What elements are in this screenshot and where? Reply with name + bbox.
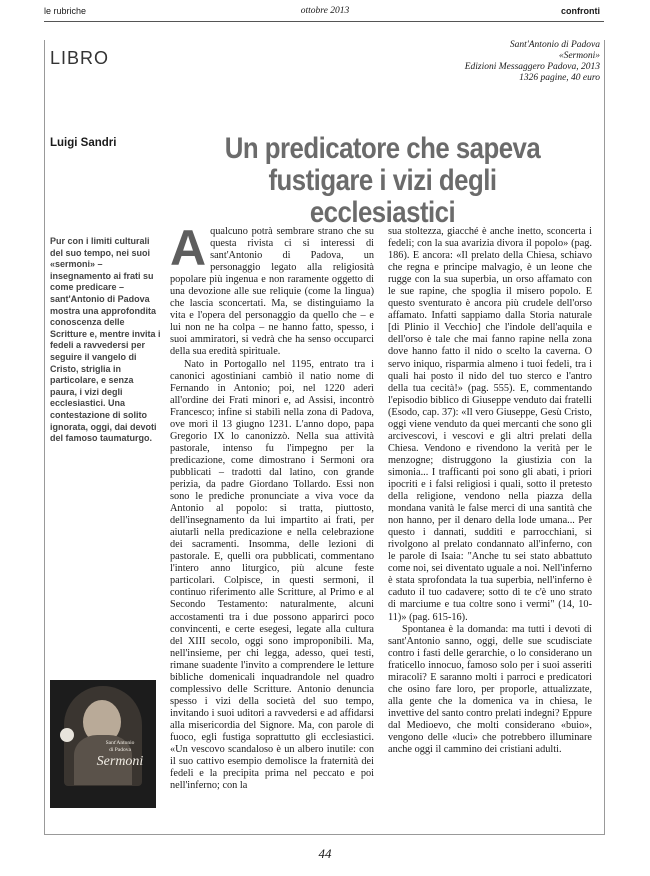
lily-flower-icon (60, 728, 74, 742)
paragraph-1-text: qualcuno potrà sembrare strano che su questa rivista ci si interessi di sant'Antonio di Padova, un personaggio legato alla religiosità popolare più ingenua e non raramente oggetto di una devozione alle sue reliquie (come la lingua) che lascia sconcertati. Ma, se distinguiamo la vita e l'opera del personaggio da quello che – e lui non ne ha colpa – ne hanno fatto, spesso, i suoi ammiratori, si vedrà che ha senso occuparci della sua eredità spirituale. (170, 226, 374, 358)
cover-line2: di Padova (109, 747, 131, 753)
page-number: 44 (318, 846, 332, 861)
book-title: «Sermoni» (558, 51, 600, 61)
frame-bottom-border (44, 834, 605, 835)
book-details: 1326 pagine, 40 euro (519, 73, 600, 83)
book-info (400, 40, 600, 84)
section-title: LIBRO (50, 48, 110, 68)
header-section-label: le rubriche (44, 6, 87, 16)
header-magazine-section: confronti (561, 6, 600, 16)
byline: Luigi Sandri (50, 137, 117, 149)
drop-cap: A (170, 220, 207, 276)
article-column-2 (388, 226, 592, 756)
summary-sidebar: Pur con i limiti culturali del suo tempo, nei suoi «sermoni» – insegnamento ai frati su come predicare – sant'Antonio di Padova mostra una approfondita conoscenza delle Scritture e, mentre invita i fedeli a ravvedersi per seguire il vangelo di Cristo, striglia in particolare, e senza paura, i vizi degli ecclesiastici. Una contestazione di solito ignorata, oggi, dai devoti del famoso taumaturgo. (50, 236, 161, 444)
frame-right-border (604, 40, 605, 834)
header-date: ottobre 2013 (300, 6, 350, 16)
book-cover-image (50, 680, 156, 808)
header-rule (44, 21, 604, 22)
cover-text (88, 740, 152, 770)
frame-left-border (44, 40, 45, 834)
book-publisher: Edizioni Messaggero Padova, 2013 (464, 62, 600, 72)
paragraph-1 (170, 220, 374, 359)
cover-title: Sermoni (96, 754, 144, 769)
paragraph-4: Spontanea è la domanda: ma tutti i devoti di sant'Antonio sanno, oggi, delle sue scudisciate contro i fasti delle gerarchie, o lo considerano un fraticello innocuo, famoso solo per i suoi asseriti miracoli? E saranno molti i parroci e predicatori che osino fare loro, per proporle, attualizzate, alla gente che la domenica va in chiesa, le invettive del santo contro prelati indegni? Eppure dal Medioevo, che molti considerano «buio», vengono delle «luci» che potrebbero illuminare anche oggi il cammino dei cristiani adulti. (388, 623, 592, 756)
headline: Un predicatore che sapeva fustigare i vizi degli ecclesiastici (224, 132, 541, 229)
paragraph-3: sua stoltezza, giacché è anche inetto, sconcerta i fedeli; con la sua avarizia divora il popolo» (pag. 186). E ancora: «Il prelato della Chiesa, schiavo che regna e principe malvagio, è un leone che rugge con la sua superbia, un orso affamato con le sue rapine, che spoglia il misero popolo. E questo sventurato è ancora più crudele dell'orso affamato. Infatti sappiamo dalla Storia naturale [di Plinio il Vecchio] che l'indole dell'aquila e dell'orso è tale che mai fanno rapine nella zona dove hanno fatto il nido o scelto la caverna. O servo iniquo, risparmia almeno i tuoi fedeli, tra i quali hai posto il nido del tuo sterco e l'antro della tua cecità!» (pag. 555). E, commentando l'episodio biblico di Giuseppe venduto dai fratelli (Esodo, cap. 37): «Il vero Giuseppe, Gesù Cristo, oggi viene venduto da quei mercanti che sono gli arcivescovi, i vescovi e gli altri prelati della Chiesa. Vendono e rivendono la verità per le menzogne; distruggono la giustizia con la simonia... I trafficanti poi sono gli abati, i priori ipocriti e i falsi religiosi i quali, sotto il pretesto della religione, vendono nella piazza della mondana vanità le false merci di una santità che non hanno, per il denaro della lode umana... Per questo i dannati, sudditi e parrocchiani, si rivolgono al prelato condannato all'inferno, con le parole di Isaia: "Anche tu sei stato abbattuto come noi, sei diventato uguale a noi. Nell'inferno è stata sprofondata la tua superbia, nell'inferno è caduto il tuo cadavere; sotto di te c'è uno strato di marciume e tua coltre sono i vermi" (14, 10-11)» (pag. 615-16). (388, 226, 592, 623)
cover-line1: Sant'Antonio (105, 740, 135, 746)
paragraph-2: Nato in Portogallo nel 1195, entrato tra i canonici agostiniani cambiò il natio nome di Fernando in Antonio; poi, nel 1220 aderì all'ordine dei Frati minori e, ad Assisi, incontrò Francesco; infine si stabilì nella zona di Padova, ove morì il 13 giugno 1231. L'anno dopo, papa Gregorio IX lo canonizzò. Nella sua attività pastorale, intenso fu l'impegno per la predicazione, come dimostrano i Sermoni ora pubblicati – tradotti dal latino, con grande perizia, da padre Giordano Tollardo. Essi non sono le prediche pronunciate a viva voce da Antonio al popolo: si tratta, piuttosto, dell'insegnamento da lui impartito ai frati, per aiutarli nella predicazione e nella celebrazione dei sacramenti. Insomma, delle lezioni di pastorale. E, quelli ora pubblicati, commentano l'intero anno liturgico, più alcune feste particolari. Colpisce, in questi sermoni, il continuo riferimento alle Scritture, al Primo e al Secondo Testamento: naturalmente, alcuni accostamenti tra i due possono apparirci poco convincenti, e certe esegesi, legate alla cultura del XIII secolo, oggi sono improponibili. Ma, nell'insieme, per chi legga, adesso, quei testi, rimane suadente l'invito a comprendere le letture bibliche domenicali inquadrandole nel quadro complessivo delle Scritture. Antonio denuncia spesso i vizi della società del suo tempo, invitando i suoi uditori a ravvedersi e ad affidarsi alla misericordia del Signore. Ma, con parole di fuoco, egli fustiga soprattutto gli ecclesiastici. «Un vescovo scandaloso è un albero inutile: con il suo cattivo esempio demolisce la fraternità dei fedeli e la precipita prima nel peccato e poi nell'inferno; con la (170, 358, 374, 792)
book-author: Sant'Antonio di Padova (509, 40, 600, 50)
article-column-1 (170, 220, 374, 792)
